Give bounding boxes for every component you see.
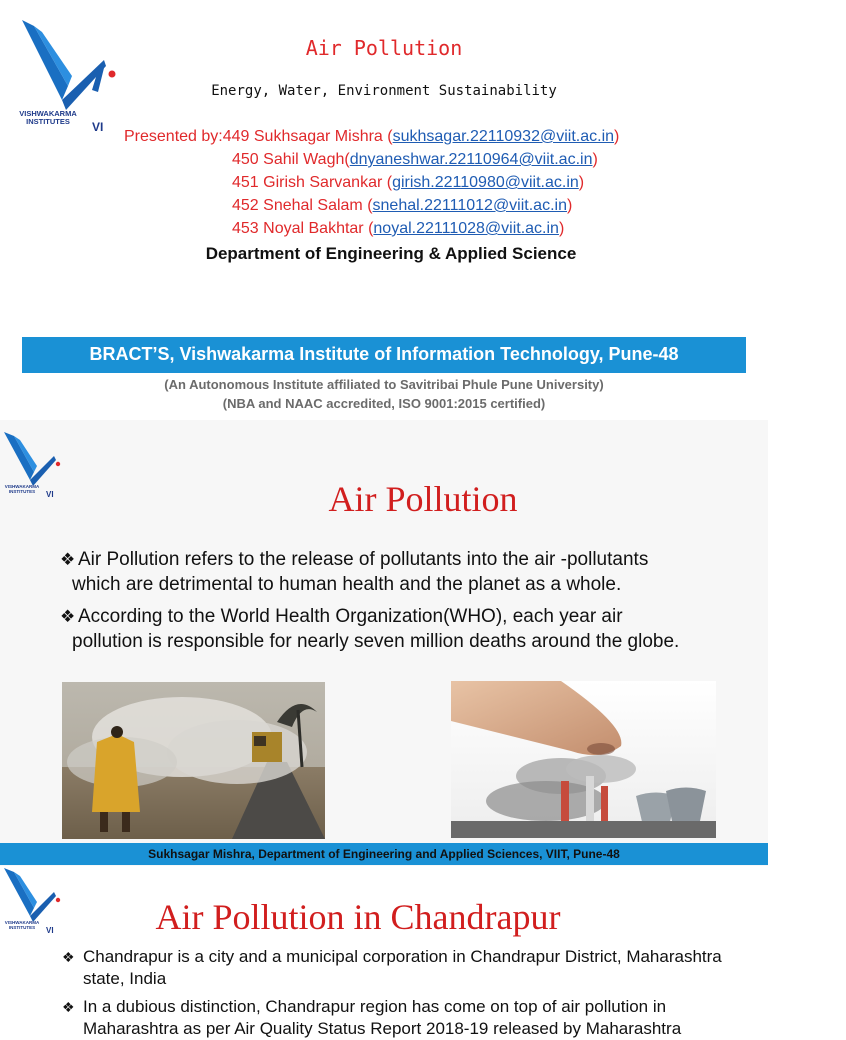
- email-link[interactable]: sukhsagar.22110932@viit.ac.in: [392, 128, 615, 145]
- presenter-name: 453 Noyal Bakhtar (: [232, 220, 374, 237]
- bullet-continuation: pollution is responsible for nearly seven million deaths around the globe.: [72, 631, 680, 652]
- logo-wordmark: VISHWAKARMA INSTITUTES: [4, 484, 40, 494]
- diamond-bullet-icon: ❖: [60, 550, 76, 569]
- presenter-line: 451 Girish Sarvankar (girish.22110980@viit.ac.in): [232, 174, 585, 191]
- logo-mark: VI: [92, 120, 104, 134]
- air-pollution-slide: [0, 420, 768, 866]
- nose-and-factory-photo: [451, 681, 716, 838]
- presenter-name: Presented by:449 Sukhsagar Mishra (: [124, 128, 393, 145]
- presenter-name: 452 Snehal Salam (: [232, 197, 373, 214]
- bullet-item: [60, 604, 740, 654]
- presenter-line: Presented by:449 Sukhsagar Mishra (sukhsagar.22110932@viit.ac.in): [124, 128, 620, 145]
- email-link[interactable]: girish.22110980@viit.ac.in: [392, 174, 579, 191]
- smoky-road-photo: [62, 682, 325, 839]
- slide-title: Air Pollution in Chandrapur: [155, 897, 561, 937]
- diamond-bullet-icon: ❖: [60, 607, 76, 626]
- email-link[interactable]: dnyaneshwar.22110964@viit.ac.in: [349, 151, 593, 168]
- bullet-line: Air Pollution refers to the release of pollutants into the air -pollutants: [78, 549, 649, 570]
- accreditation-note: (NBA and NAAC accredited, ISO 9001:2015 certified): [222, 396, 546, 411]
- email-link[interactable]: noyal.22111028@viit.ac.in: [373, 220, 559, 237]
- affiliation-note: (An Autonomous Institute affiliated to Savitribai Phule Pune University): [164, 377, 604, 392]
- presenter-line: 450 Sahil Wagh(dnyaneshwar.22110964@viit.ac.in): [232, 151, 598, 168]
- logo-wordmark: VISHWAKARMA INSTITUTES: [4, 920, 40, 930]
- slide-title: Air Pollution: [328, 479, 518, 519]
- bullet-continuation: which are detrimental to human health and the planet as a whole.: [72, 574, 622, 595]
- bullet-item: [60, 547, 740, 597]
- bullet-item: [62, 946, 742, 990]
- slide-footer: Sukhsagar Mishra, Department of Engineering and Applied Sciences, VIIT, Pune-48: [0, 843, 768, 865]
- chandrapur-slide: [0, 866, 768, 1038]
- institute-banner: BRACT’S, Vishwakarma Institute of Information Technology, Pune-48: [22, 337, 746, 373]
- title-slide: [0, 0, 768, 420]
- email-link[interactable]: snehal.22111012@viit.ac.in: [372, 197, 567, 214]
- presenter-line: 452 Snehal Salam (snehal.22111012@viit.ac.in): [232, 197, 573, 214]
- presenter-name: 450 Sahil Wagh(: [232, 151, 350, 168]
- diamond-bullet-icon: ❖: [62, 999, 75, 1015]
- bullet-line: According to the World Health Organization(WHO), each year air: [78, 606, 623, 627]
- presenter-name: 451 Girish Sarvankar (: [232, 174, 393, 191]
- slide-subtitle: Energy, Water, Environment Sustainability: [211, 83, 557, 99]
- logo-wordmark: VISHWAKARMA INSTITUTES: [19, 109, 77, 126]
- department-label: Department of Engineering & Applied Science: [205, 244, 577, 263]
- logo-mark: VI: [46, 926, 54, 935]
- bullet-item: [62, 996, 742, 1040]
- diamond-bullet-icon: ❖: [62, 949, 75, 965]
- slide-title: Air Pollution: [305, 36, 463, 60]
- bullet-text: In a dubious distinction, Chandrapur region has come on top of air pollution in Maharashtra as per Air Quality Status Report 2018-19 released by Maharashtra: [83, 997, 682, 1038]
- bullet-text: Chandrapur is a city and a municipal corporation in Chandrapur District, Maharashtra state, India: [83, 947, 722, 988]
- presenter-line: 453 Noyal Bakhtar (noyal.22111028@viit.ac.in): [232, 220, 565, 237]
- logo-mark: VI: [46, 490, 54, 499]
